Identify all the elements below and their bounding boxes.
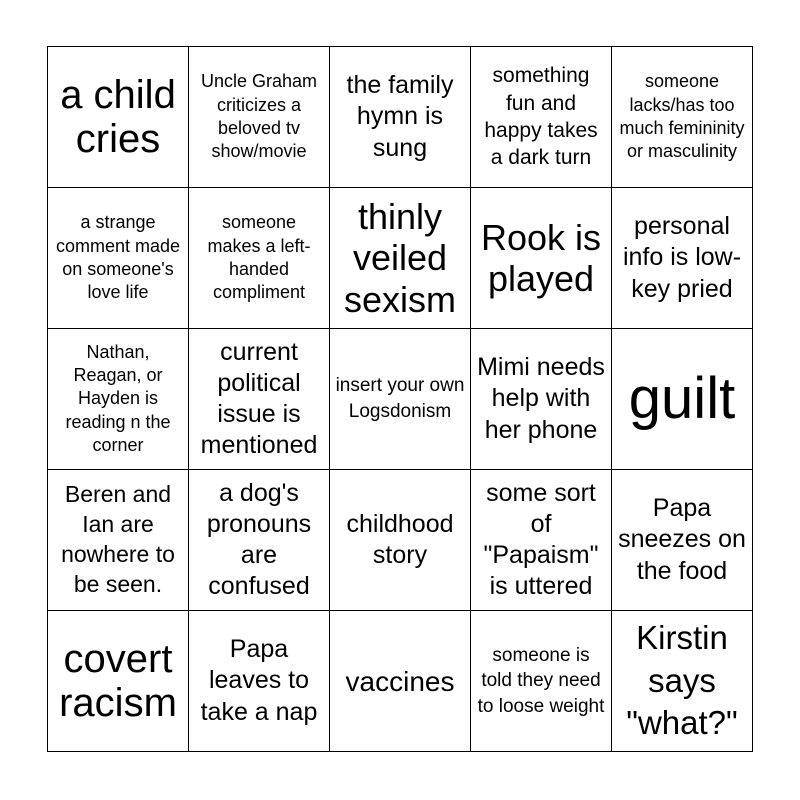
bingo-cell-n2[interactable] [330,188,471,329]
bingo-cell-text: someone lacks/has too much femininity or masculinity [619,71,745,162]
bingo-cell-text: thinly veiled sexism [343,195,456,320]
bingo-cell-text: insert your own Logsdonism [335,375,465,422]
bingo-cell-i2[interactable] [189,188,330,329]
bingo-cell-i3[interactable] [189,329,330,470]
bingo-cell-g1[interactable] [471,47,612,188]
bingo-cell-n3[interactable] [330,329,471,470]
bingo-cell-n1[interactable] [330,47,471,188]
bingo-cell-text: some sort of "Papaism" is uttered [483,478,599,601]
bingo-cell-i4[interactable] [189,470,330,611]
bingo-cell-o4[interactable] [612,470,753,611]
bingo-cell-text: guilt [628,366,736,431]
bingo-cell-text: current political issue is mentioned [200,337,318,460]
bingo-cell-n4[interactable] [330,470,471,611]
bingo-cell-text: someone makes a left-handed compliment [207,212,311,303]
bingo-cell-text: Beren and Ian are nowhere to be seen. [61,481,175,597]
bingo-cell-o1[interactable] [612,47,753,188]
bingo-cell-n5[interactable] [330,611,471,752]
bingo-cell-i5[interactable] [189,611,330,752]
bingo-cell-text: someone is told they need to loose weight [477,644,605,717]
bingo-cell-g5[interactable] [471,611,612,752]
bingo-cell-b5[interactable] [48,611,189,752]
bingo-cell-b1[interactable] [48,47,189,188]
bingo-cell-o5[interactable] [612,611,753,752]
bingo-cell-text: covert racism [59,637,177,725]
bingo-cell-text: Papa sneezes on the food [618,494,746,585]
bingo-cell-g4[interactable] [471,470,612,611]
bingo-cell-text: a dog's pronouns are confused [206,478,312,601]
bingo-cell-g3[interactable] [471,329,612,470]
bingo-cell-b3[interactable] [48,329,189,470]
bingo-cell-text: a strange comment made on someone's love life [55,212,181,303]
bingo-cell-text: Nathan, Reagan, or Hayden is reading n the corner [65,341,171,456]
bingo-cell-text: something fun and happy takes a dark turn [484,64,598,170]
bingo-cell-text: a child cries [60,73,176,161]
bingo-cell-text: childhood story [346,509,454,569]
bingo-cell-text: Kirstin says "what?" [626,618,738,742]
bingo-cell-g2[interactable] [471,188,612,329]
bingo-board [47,46,753,752]
bingo-cell-text: Papa leaves to take a nap [200,635,318,726]
bingo-cell-text: Rook is played [480,216,602,299]
bingo-cell-b2[interactable] [48,188,189,329]
bingo-cell-b4[interactable] [48,470,189,611]
bingo-cell-text: Mimi needs help with her phone [477,353,605,444]
bingo-cell-o3[interactable] [612,329,753,470]
bingo-cell-text: Uncle Graham criticizes a beloved tv show/movie [200,71,318,162]
bingo-cell-text: vaccines [345,665,455,697]
bingo-cell-text: the family hymn is sung [346,71,454,162]
bingo-cell-o2[interactable] [612,188,753,329]
bingo-cell-text: personal info is low-key pried [622,212,742,303]
bingo-cell-i1[interactable] [189,47,330,188]
